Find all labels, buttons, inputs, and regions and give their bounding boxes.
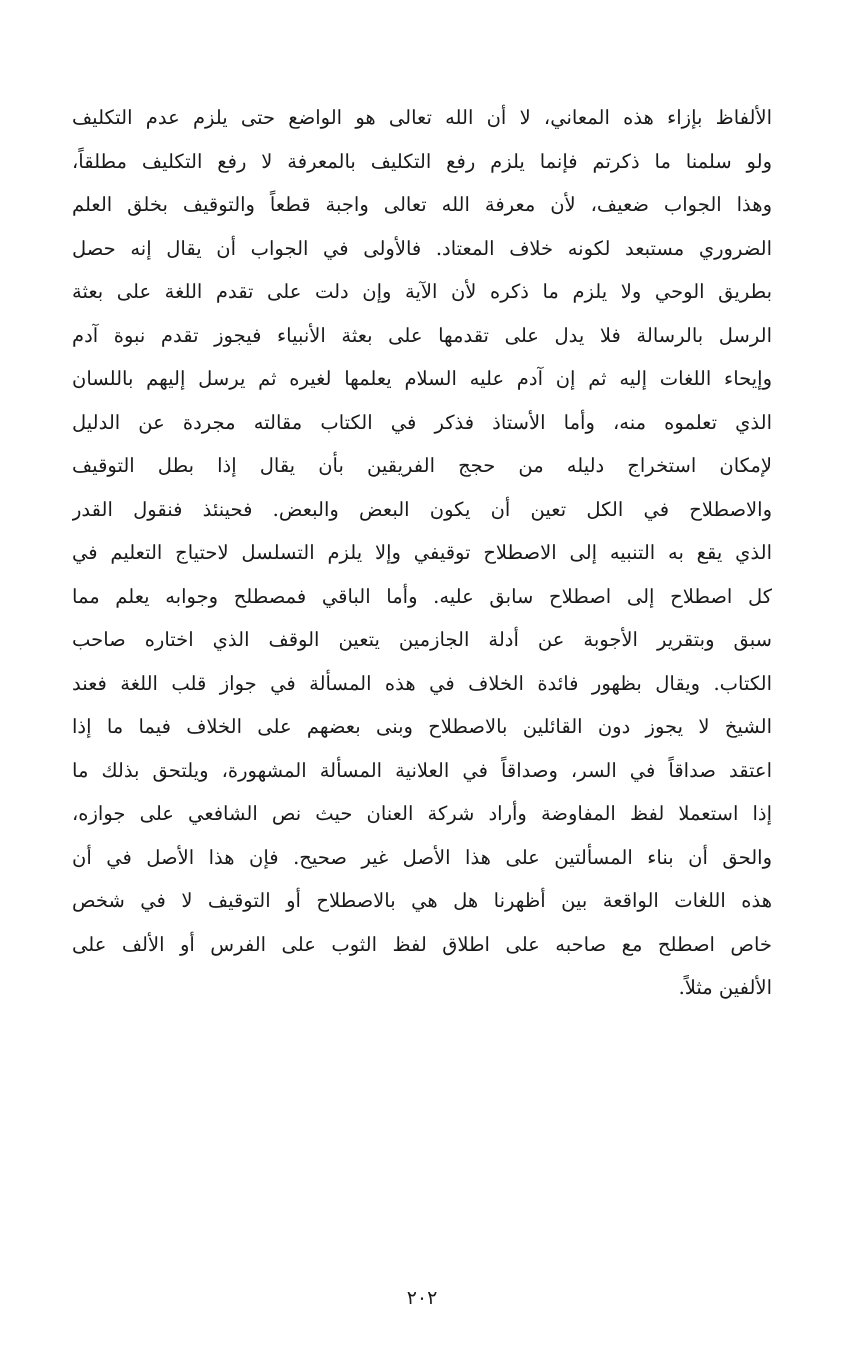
body-text	[72, 96, 772, 1010]
text-line: الشيخ لا يجوز دون القائلين بالاصطلاح وبنى بعضهم على الخلاف فيما ما إذا	[72, 715, 772, 738]
text-line: بطريق الوحي ولا يلزم ما ذكره لأن الآية وإن دلت على تقدم اللغة على بعثة	[72, 280, 772, 303]
text-line: الذي تعلموه منه، وأما الأستاذ فذكر في الكتاب مقالته مجردة عن الدليل	[72, 410, 772, 434]
text-line: الكتاب. ويقال بظهور فائدة الخلاف في هذه المسألة في جواز قلب اللغة فعند	[72, 671, 772, 695]
text-line: ولو سلمنا ما ذكرتم فإنما يلزم رفع التكليف بالمعرفة لا رفع التكليف مطلقاً،	[72, 149, 772, 173]
page-number: ٢٠٢	[406, 1287, 438, 1309]
text-line: الألفاظ بإزاء هذه المعاني، لا أن الله تعالى هو الواضع حتى يلزم عدم التكليف	[72, 106, 772, 129]
text-line: والاصطلاح في الكل تعين أن يكون البعض والبعض. فحينئذ فنقول القدر	[72, 497, 772, 521]
text-line: الرسل بالرسالة فلا يدل على تقدمها على بعثة الأنبياء فيجوز تقدم نبوة آدم	[72, 323, 772, 347]
text-line: سبق وبتقرير الأجوبة عن أدلة الجازمين يتعين الوقف الذي اختاره صاحب	[72, 628, 772, 651]
text-line: اعتقد صداقاً في السر، وصداقاً في العلانية المسألة المشهورة، ويلتحق بذلك ما	[72, 758, 772, 782]
text-line: إذا استعملا لفظ المفاوضة وأراد شركة العنان حيث نص الشافعي على جوازه،	[72, 802, 772, 825]
text-line: هذه اللغات الواقعة بين أظهرنا هل هي بالاصطلاح أو التوقيف لا في شخص	[72, 889, 772, 912]
text-line: وإيحاء اللغات إليه ثم إن آدم عليه السلام يعلمها لغيره ثم يرسل إليهم باللسان	[72, 367, 772, 390]
text-line: كل اصطلاح إلى اصطلاح سابق عليه. وأما الباقي فمصطلح وجوابه يعلم مما	[72, 584, 772, 608]
text-line: الضروري مستبعد لكونه خلاف المعتاد. فالأولى في الجواب أن يقال إنه حصل	[72, 236, 772, 260]
text-line: والحق أن بناء المسألتين على هذا الأصل غير صحيح. فإن هذا الأصل في أن	[72, 845, 772, 869]
text-line-last: الألفين مثلاً.	[678, 976, 772, 999]
text-line: وهذا الجواب ضعيف، لأن معرفة الله تعالى واجبة قطعاً والتوقيف بخلق العلم	[72, 193, 772, 216]
text-line: خاص اصطلح مع صاحبه على اطلاق لفظ الثوب على الفرس أو الألف على	[72, 932, 772, 956]
text-line: الذي يقع به التنبيه إلى الاصطلاح توقيفي وإلا يلزم التسلسل لاحتياج التعليم في	[72, 541, 772, 564]
text-line: لإمكان استخراج دليله من حجج الفريقين بأن يقال إذا بطل التوقيف	[72, 454, 772, 477]
